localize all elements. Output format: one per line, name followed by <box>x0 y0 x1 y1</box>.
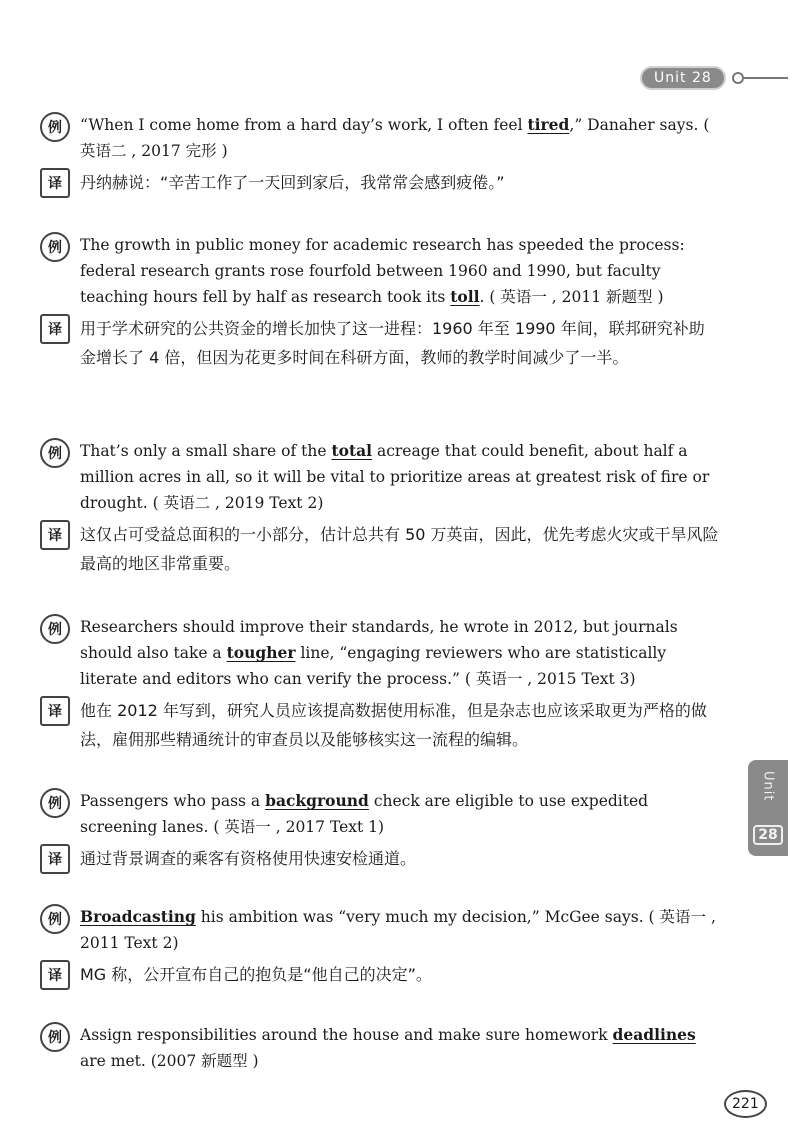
translation-marker: 译 <box>40 844 70 874</box>
keyword: total <box>331 441 373 460</box>
page-number: 221 <box>724 1090 767 1118</box>
example-entry <box>40 788 720 874</box>
example-entry <box>40 614 720 754</box>
example-marker: 例 <box>40 904 70 934</box>
example-sentence: That’s only a small share of the total acreage that could benefit, about half a million acres in all, so it will be vital to prioritize areas at greatest risk of fire or drought. ( 英语二 , 2019 Text 2) <box>80 441 710 512</box>
example-sentence: “When I come home from a hard day’s work, I often feel tired,” Danaher says. ( 英语二 , 2017 完形 ) <box>80 115 710 160</box>
translation-marker: 译 <box>40 696 70 726</box>
example-sentence: Broadcasting his ambition was “very much my decision,” McGee says. ( 英语一 , 2011 Text 2) <box>80 907 716 952</box>
header-rule <box>732 72 788 84</box>
example-marker: 例 <box>40 1022 70 1052</box>
example-sentence: Researchers should improve their standards, he wrote in 2012, but journals should also take a tougher line, “engaging reviewers who are statistically literate and editors who can verify the process.” ( 英语一 , 2015 Text 3) <box>80 618 678 688</box>
example-entry <box>40 232 720 372</box>
unit-badge: Unit 28 <box>640 66 726 90</box>
keyword: Broadcasting <box>80 907 196 926</box>
translation-text: 丹纳赫说：“辛苦工作了一天回到家后，我常常会感到疲倦。” <box>80 173 505 192</box>
example-marker: 例 <box>40 788 70 818</box>
example-marker: 例 <box>40 232 70 262</box>
example-marker: 例 <box>40 614 70 644</box>
keyword: toll <box>450 287 480 306</box>
unit-header <box>640 66 788 90</box>
translation-text: 用于学术研究的公共资金的增长加快了这一进程：1960 年至 1990 年间，联邦研究补助金增长了 4 倍，但因为花更多时间在科研方面，教师的教学时间减少了一半。 <box>80 319 705 367</box>
example-entry <box>40 904 720 990</box>
example-entry <box>40 438 720 578</box>
example-sentence: Assign responsibilities around the house and make sure homework deadlines are met. (2007 新题型 ) <box>80 1025 696 1070</box>
side-tab-word: Unit <box>760 771 776 802</box>
example-sentence: Passengers who pass a background check are eligible to use expedited screening lanes. ( 英语一 , 2017 Text 1) <box>80 791 649 836</box>
translation-marker: 译 <box>40 314 70 344</box>
translation-marker: 译 <box>40 168 70 198</box>
example-sentence: The growth in public money for academic research has speeded the process: federal research grants rose fourfold between 1960 and 1990, but faculty teaching hours fell by half as research took its toll. ( 英语一 , 2011 新题型 ) <box>80 236 685 306</box>
example-marker: 例 <box>40 112 70 142</box>
translation-marker: 译 <box>40 520 70 550</box>
example-marker: 例 <box>40 438 70 468</box>
translation-marker: 译 <box>40 960 70 990</box>
keyword: tougher <box>226 643 296 662</box>
translation-text: MG 称，公开宣布自己的抱负是“他自己的决定”。 <box>80 965 432 984</box>
keyword: deadlines <box>612 1025 696 1044</box>
example-entry <box>40 1022 720 1074</box>
example-entry <box>40 112 720 198</box>
translation-text: 他在 2012 年写到，研究人员应该提高数据使用标准，但是杂志也应该采取更为严格的做法，雇佣那些精通统计的审查员以及能够核实这一流程的编辑。 <box>80 701 707 749</box>
unit-side-tab <box>748 760 788 856</box>
side-tab-number: 28 <box>753 825 782 845</box>
translation-text: 这仅占可受益总面积的一小部分，估计总共有 50 万英亩，因此，优先考虑火灾或干旱风险最高的地区非常重要。 <box>80 525 719 573</box>
keyword: tired <box>527 115 570 134</box>
translation-text: 通过背景调查的乘客有资格使用快速安检通道。 <box>80 849 417 868</box>
keyword: background <box>265 791 369 810</box>
